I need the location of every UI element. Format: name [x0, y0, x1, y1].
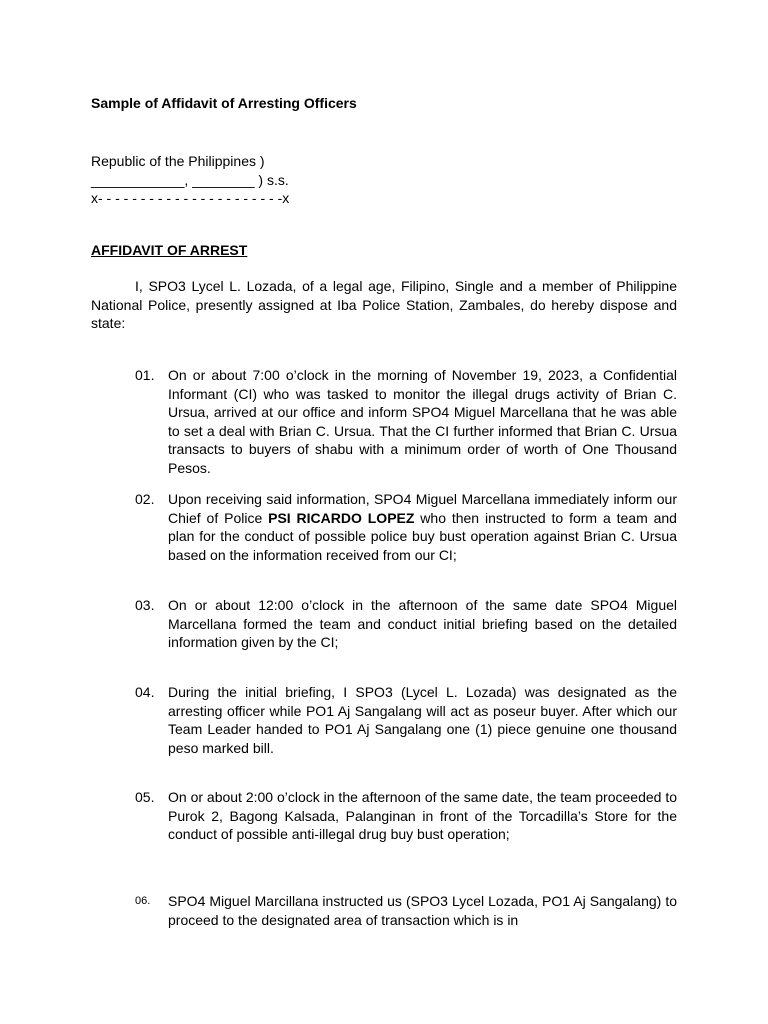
- item-number: 01.: [135, 367, 155, 383]
- item-text-after: who then instructed to form a team and plan for the conduct of possible police buy bust operation against Brian C. Ursua based on the information received from our CI;: [168, 509, 677, 563]
- document-title: Sample of Affidavit of Arresting Officers: [91, 95, 357, 111]
- item-text: During the initial briefing, I SPO3 (Lycel L. Lozada) was designated as the arresting officer while PO1 Aj Sangalang will act as poseur buyer. After which our Team Leader handed to PO1 Aj Sangalang one (1) piece genuine one thousand peso marked bill.: [168, 684, 677, 756]
- intro-paragraph: I, SPO3 Lycel L. Lozada, of a legal age, Filipino, Single and a member of Philippine National Police, presently assigned at Iba Police Station, Zambales, do hereby dispose and state:: [91, 278, 677, 331]
- numbered-item: [135, 683, 677, 757]
- chief-of-police-name: PSI RICARDO LOPEZ: [268, 509, 415, 526]
- numbered-item: [135, 892, 677, 929]
- item-text: On or about 2:00 o’clock in the afternoon of the same date, the team proceeded to Purok 2, Bagong Kalsada, Palanginan in front of the Torcadilla’s Store for the conduct of possible anti-illegal drug buy bust operation;: [168, 789, 677, 842]
- item-number: 04.: [135, 684, 155, 700]
- numbered-item: [135, 788, 677, 844]
- item-number: 06.: [135, 895, 151, 907]
- numbered-item: [135, 366, 677, 477]
- item-number: 02.: [135, 491, 155, 507]
- caption-venue-line: ____________, ________ ) s.s.: [91, 171, 289, 188]
- item-text-before: Upon receiving said information, SPO4 Miguel Marcellana immediately inform our Chief of Police: [168, 491, 677, 526]
- numbered-item: [135, 490, 677, 564]
- case-caption: [91, 152, 677, 208]
- item-text: [168, 490, 677, 564]
- caption-separator-line: x- - - - - - - - - - - - - - - - - - - - - -x: [91, 190, 290, 206]
- item-text: On or about 12:00 o’clock in the afternoon of the same date SPO4 Miguel Marcellana formed the team and conduct initial briefing based on the detailed information given by the CI;: [168, 597, 677, 650]
- item-text: SPO4 Miguel Marcillana instructed us (SPO3 Lycel Lozada, PO1 Aj Sangalang) to proceed to the designated area of transaction which is in: [168, 893, 677, 928]
- item-number: 03.: [135, 597, 155, 613]
- item-text: On or about 7:00 o’clock in the morning of November 19, 2023, a Confidential Informant (CI) who was tasked to monitor the illegal drugs activity of Brian C. Ursua, arrived at our office and inform SPO4 Miguel Marcellana that he was able to set a deal with Brian C. Ursua. That the CI further informed that Brian C. Ursua transacts to buyers of shabu with a minimum order of worth of One Thousand Pesos.: [168, 367, 677, 476]
- item-number: 05.: [135, 789, 155, 805]
- caption-republic-line: Republic of the Philippines ): [91, 153, 265, 169]
- affidavit-heading: AFFIDAVIT OF ARREST: [91, 242, 248, 258]
- numbered-item: [135, 596, 677, 652]
